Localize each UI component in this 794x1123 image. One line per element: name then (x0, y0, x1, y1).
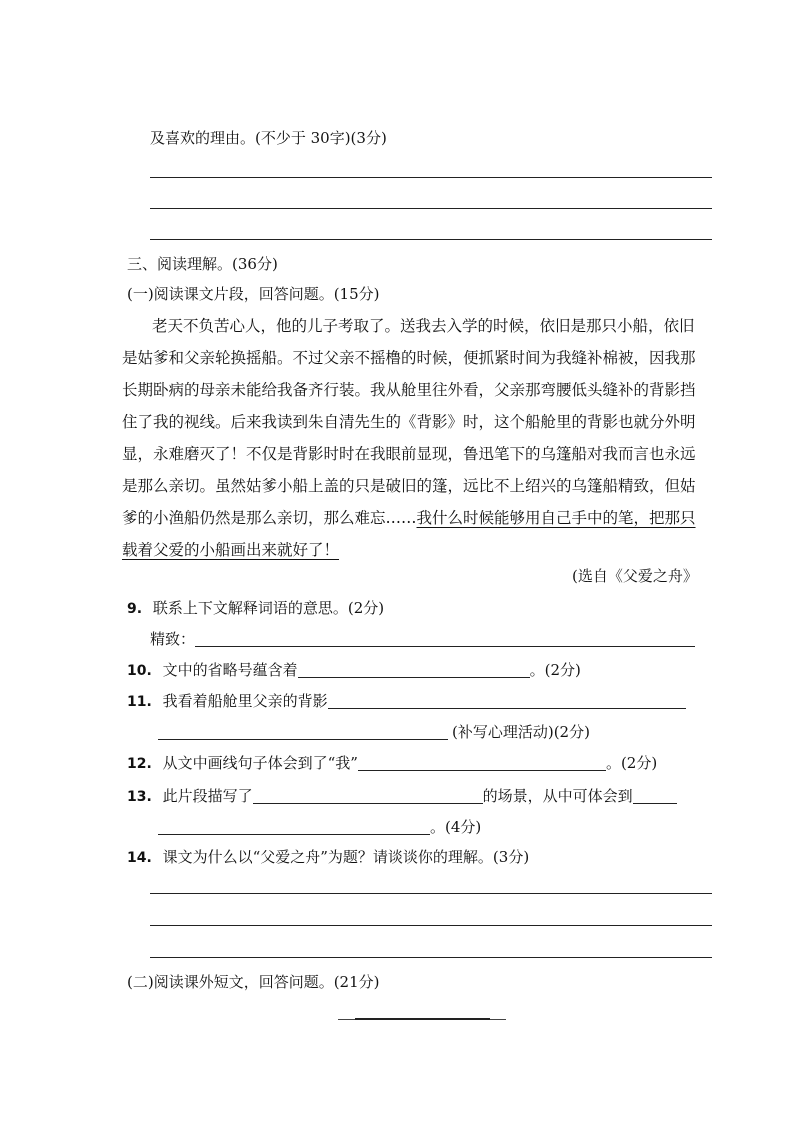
answer-blank[interactable] (298, 661, 530, 678)
question-13-cont (158, 817, 481, 837)
question-score: 。(4分) (430, 818, 482, 836)
passage-source: (选自《父爱之舟》 (572, 567, 698, 585)
question-11 (127, 691, 686, 712)
answer-line[interactable] (150, 177, 712, 178)
answer-blank[interactable] (358, 754, 606, 771)
answer-blank[interactable] (633, 787, 677, 804)
question-score: 。(2分) (605, 754, 658, 772)
term-label: 精致： (150, 630, 196, 648)
answer-line[interactable] (150, 239, 712, 240)
question-10 (127, 660, 581, 681)
question-number: 10. (127, 663, 152, 679)
answer-line[interactable] (150, 957, 712, 958)
question-number: 11. (127, 694, 152, 710)
title-blank[interactable] (355, 1018, 490, 1020)
question-number: 13. (127, 789, 152, 805)
question-text: 从文中画线句子体会到了“我” (162, 754, 358, 772)
question-text: 此片段描写了 (162, 787, 253, 805)
underlined-sentence: 我什么时候能够用自己手中的笔，把那只 (416, 509, 696, 527)
question-text: 文中的省略号蕴含着 (162, 661, 298, 679)
answer-blank[interactable] (253, 787, 483, 804)
answer-blank[interactable] (158, 723, 448, 740)
answer-line[interactable] (150, 893, 712, 894)
passage-line (122, 502, 722, 534)
question-13 (127, 786, 677, 807)
question-14 (127, 847, 529, 868)
question-text: 课文为什么以“父爱之舟”为题？请谈谈你的理解。(3分) (162, 848, 530, 866)
question-text: 我看着船舱里父亲的背影 (162, 692, 328, 710)
question-text: 联系上下文解释词语的意思。(2分) (152, 599, 385, 617)
question-number: 12. (127, 756, 152, 772)
question-score: 。(2分) (529, 661, 581, 679)
passage-text: 爹的小渔船仍然是那么亲切，那么难忘…… (122, 509, 417, 527)
answer-blank[interactable] (158, 818, 430, 835)
answer-line[interactable] (150, 925, 712, 926)
passage-line: 长期卧病的母亲未能给我备齐行装。我从舱里往外看，父亲那弯腰低头缝补的背影挡 (122, 381, 696, 399)
passage-line: 老天不负苦心人，他的儿子考取了。送我去入学的时候，依旧是那只小船，依旧 (152, 317, 695, 335)
question-11-cont (158, 722, 590, 742)
question-number: 9. (127, 601, 143, 617)
answer-blank[interactable] (195, 630, 695, 647)
passage-line: 住了我的视线。后来我读到朱自清先生的《背影》时，这个船舱里的背影也就分外明 (122, 413, 696, 431)
part2-heading: (二)阅读课外短文，回答问题。(21分) (127, 973, 380, 991)
question-9-answer (150, 629, 695, 649)
section-heading: 三、阅读理解。(36分) (127, 255, 278, 273)
question-reason-prompt: 及喜欢的理由。(不少于 30字)(3分) (150, 129, 387, 147)
answer-line[interactable] (150, 208, 712, 209)
question-9 (127, 598, 384, 619)
question-score: (补写心理活动)(2分) (452, 723, 590, 741)
question-12 (127, 753, 657, 774)
passage-line: 是那么亲切。虽然姑爹小船上盖的只是破旧的篷，远比不上绍兴的乌篷船精致，但姑 (122, 477, 696, 495)
part1-heading: (一)阅读课文片段，回答问题。(15分) (127, 285, 380, 303)
question-number: 14. (127, 850, 152, 866)
passage-line: 是姑爹和父亲轮换摇船。不过父亲不摇橹的时候，便抓紧时间为我缝补棉被，因我那 (122, 349, 696, 367)
passage-line: 显，永难磨灭了！不仅是背影时时在我眼前显现，鲁迅笔下的乌篷船对我而言也永远 (122, 445, 696, 463)
answer-blank[interactable] (328, 692, 686, 709)
question-text: 的场景，从中可体会到 (482, 787, 633, 805)
underlined-sentence: 载着父爱的小船画出来就好了！ (122, 541, 340, 559)
passage-line (122, 534, 722, 566)
reading-passage (122, 310, 722, 566)
